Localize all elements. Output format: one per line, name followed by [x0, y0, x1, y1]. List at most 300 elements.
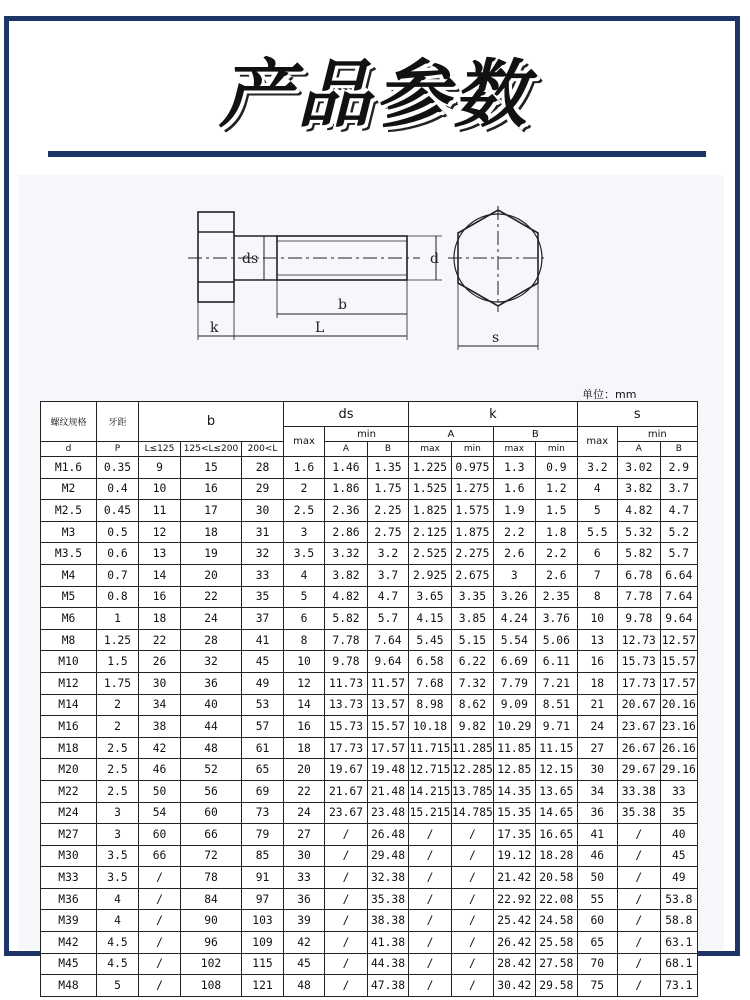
table-cell: M6: [41, 608, 97, 630]
table-cell: /: [409, 888, 452, 910]
table-cell: /: [325, 867, 368, 889]
table-cell: /: [617, 888, 660, 910]
table-cell: 14.35: [493, 780, 535, 802]
table-cell: 41.38: [368, 932, 409, 954]
table-cell: 2.5: [97, 759, 139, 781]
table-cell: 5.15: [452, 629, 494, 651]
table-cell: 36: [284, 888, 325, 910]
table-cell: 9.09: [493, 694, 535, 716]
table-cell: 1.5: [97, 651, 139, 673]
table-row: [41, 586, 698, 608]
table-row: [41, 543, 698, 565]
header-ds-min-A: A: [325, 442, 368, 457]
table-row: [41, 824, 698, 846]
table-cell: 15.215: [409, 802, 452, 824]
table-cell: 17.57: [368, 737, 409, 759]
table-cell: 2.125: [409, 521, 452, 543]
table-cell: 3.7: [368, 564, 409, 586]
table-cell: 1.875: [452, 521, 494, 543]
table-cell: 2.36: [325, 500, 368, 522]
table-cell: 9: [139, 457, 181, 479]
table-cell: 60: [181, 802, 242, 824]
table-cell: 103: [242, 910, 284, 932]
table-cell: 6: [577, 543, 617, 565]
table-row: [41, 521, 698, 543]
table-cell: M2: [41, 478, 97, 500]
table-cell: 8: [284, 629, 325, 651]
table-cell: 79: [242, 824, 284, 846]
table-cell: 38.38: [368, 910, 409, 932]
table-cell: 31: [242, 521, 284, 543]
spec-table-header: [41, 402, 698, 457]
table-cell: 0.9: [535, 457, 577, 479]
table-cell: 4.82: [617, 500, 660, 522]
table-cell: 1.225: [409, 457, 452, 479]
table-cell: 0.45: [97, 500, 139, 522]
spec-table-body: [41, 457, 698, 997]
table-cell: 3: [97, 824, 139, 846]
table-cell: 1: [97, 608, 139, 630]
table-cell: 72: [181, 845, 242, 867]
header-s-min-A: A: [617, 442, 660, 457]
table-cell: 1.46: [325, 457, 368, 479]
table-cell: 7.32: [452, 672, 494, 694]
table-cell: 21: [577, 694, 617, 716]
table-cell: 70: [577, 953, 617, 975]
table-row: [41, 737, 698, 759]
table-cell: 21.42: [493, 867, 535, 889]
table-cell: 9.64: [660, 608, 697, 630]
table-cell: 2.275: [452, 543, 494, 565]
table-cell: 2.925: [409, 564, 452, 586]
table-cell: 2.2: [493, 521, 535, 543]
table-cell: 7.64: [368, 629, 409, 651]
table-cell: 2.6: [535, 564, 577, 586]
header-ds-max: max: [284, 427, 325, 457]
table-cell: 3.32: [325, 543, 368, 565]
table-cell: 2.86: [325, 521, 368, 543]
table-cell: /: [617, 910, 660, 932]
bolt-drawing: [180, 200, 570, 360]
table-cell: 13.785: [452, 780, 494, 802]
table-cell: /: [452, 888, 494, 910]
table-cell: 4.82: [325, 586, 368, 608]
table-row: [41, 672, 698, 694]
table-cell: 36: [181, 672, 242, 694]
table-cell: 29.48: [368, 845, 409, 867]
table-cell: 17: [181, 500, 242, 522]
table-cell: 7: [577, 564, 617, 586]
table-cell: 18: [181, 521, 242, 543]
table-cell: 26.16: [660, 737, 697, 759]
table-cell: 8.62: [452, 694, 494, 716]
table-row: [41, 932, 698, 954]
table-cell: 34: [139, 694, 181, 716]
table-cell: 1.825: [409, 500, 452, 522]
table-cell: 3: [493, 564, 535, 586]
table-cell: 8.98: [409, 694, 452, 716]
table-row: [41, 500, 698, 522]
table-cell: 0.7: [97, 564, 139, 586]
table-cell: 45: [242, 651, 284, 673]
table-cell: 17.57: [660, 672, 697, 694]
table-cell: 13.57: [368, 694, 409, 716]
table-cell: /: [325, 845, 368, 867]
table-cell: 21.67: [325, 780, 368, 802]
table-cell: 54: [139, 802, 181, 824]
table-cell: 27: [577, 737, 617, 759]
header-ds-min-B: B: [368, 442, 409, 457]
table-cell: 69: [242, 780, 284, 802]
table-cell: 32: [181, 651, 242, 673]
table-cell: 25.42: [493, 910, 535, 932]
table-cell: /: [325, 888, 368, 910]
table-cell: 11.15: [535, 737, 577, 759]
header-thread-d: d: [41, 442, 97, 457]
table-row: [41, 716, 698, 738]
table-cell: /: [139, 975, 181, 997]
table-cell: 11.285: [452, 737, 494, 759]
table-cell: 40: [181, 694, 242, 716]
table-cell: 6.69: [493, 651, 535, 673]
table-cell: /: [325, 975, 368, 997]
table-cell: 15.57: [368, 716, 409, 738]
table-cell: M18: [41, 737, 97, 759]
table-cell: /: [139, 932, 181, 954]
table-cell: 12.715: [409, 759, 452, 781]
table-cell: 15.57: [660, 651, 697, 673]
label-L: L: [315, 320, 325, 336]
table-cell: 35: [660, 802, 697, 824]
header-s: s: [577, 402, 697, 427]
table-cell: 9.71: [535, 716, 577, 738]
table-cell: 20.67: [617, 694, 660, 716]
table-cell: 85: [242, 845, 284, 867]
table-cell: 11.715: [409, 737, 452, 759]
header-thread-spec: 螺纹规格: [41, 402, 97, 442]
table-cell: 14: [139, 564, 181, 586]
table-cell: /: [452, 867, 494, 889]
table-cell: 36: [577, 802, 617, 824]
table-cell: 2: [97, 716, 139, 738]
table-cell: /: [139, 888, 181, 910]
table-cell: 19.48: [368, 759, 409, 781]
table-cell: 28: [242, 457, 284, 479]
table-cell: /: [409, 845, 452, 867]
table-cell: 97: [242, 888, 284, 910]
header-s-max: max: [577, 427, 617, 457]
table-cell: 13.73: [325, 694, 368, 716]
table-cell: 44.38: [368, 953, 409, 975]
table-cell: 48: [284, 975, 325, 997]
table-cell: 7.79: [493, 672, 535, 694]
table-cell: 4: [577, 478, 617, 500]
table-cell: 20.58: [535, 867, 577, 889]
table-cell: 47.38: [368, 975, 409, 997]
table-row: [41, 478, 698, 500]
table-row: [41, 910, 698, 932]
table-row: [41, 888, 698, 910]
table-cell: /: [617, 975, 660, 997]
table-cell: 41: [242, 629, 284, 651]
table-cell: 53: [242, 694, 284, 716]
label-ds: ds: [242, 251, 259, 267]
bolt-head-side: [198, 212, 234, 302]
table-cell: 1.6: [284, 457, 325, 479]
header-ds: ds: [284, 402, 409, 427]
table-cell: 7.78: [325, 629, 368, 651]
table-cell: 2: [97, 694, 139, 716]
table-cell: 73: [242, 802, 284, 824]
table-cell: M39: [41, 910, 97, 932]
table-cell: 46: [577, 845, 617, 867]
table-cell: 2.9: [660, 457, 697, 479]
table-cell: M3: [41, 521, 97, 543]
table-cell: 22.92: [493, 888, 535, 910]
table-cell: 12.85: [493, 759, 535, 781]
table-cell: M1.6: [41, 457, 97, 479]
table-cell: 25.58: [535, 932, 577, 954]
table-cell: /: [409, 953, 452, 975]
table-cell: M20: [41, 759, 97, 781]
table-cell: 20: [284, 759, 325, 781]
table-cell: 17.73: [617, 672, 660, 694]
table-cell: 3.2: [577, 457, 617, 479]
header-ds-min: min: [325, 427, 409, 442]
table-cell: 96: [181, 932, 242, 954]
table-cell: 16: [181, 478, 242, 500]
table-cell: M10: [41, 651, 97, 673]
header-k-A-min: min: [452, 442, 494, 457]
table-cell: 6.11: [535, 651, 577, 673]
table-cell: 29.16: [660, 759, 697, 781]
table-cell: 4.5: [97, 932, 139, 954]
table-row: [41, 975, 698, 997]
table-cell: 18.28: [535, 845, 577, 867]
table-row: [41, 564, 698, 586]
header-b: b: [139, 402, 284, 442]
table-cell: /: [452, 932, 494, 954]
table-cell: /: [452, 845, 494, 867]
table-cell: 1.25: [97, 629, 139, 651]
label-d: d: [430, 251, 439, 267]
table-cell: M16: [41, 716, 97, 738]
unit-label: 单位：mm: [582, 388, 637, 401]
table-cell: 22.08: [535, 888, 577, 910]
table-cell: 26: [139, 651, 181, 673]
table-cell: 23.67: [325, 802, 368, 824]
table-cell: 15.73: [325, 716, 368, 738]
table-cell: 5: [284, 586, 325, 608]
table-cell: /: [325, 824, 368, 846]
table-cell: 4.7: [368, 586, 409, 608]
table-cell: 19: [181, 543, 242, 565]
table-cell: 11.85: [493, 737, 535, 759]
table-cell: 13: [577, 629, 617, 651]
table-cell: 4: [97, 910, 139, 932]
table-cell: 18: [139, 608, 181, 630]
table-cell: M45: [41, 953, 97, 975]
table-cell: 24: [181, 608, 242, 630]
table-cell: 1.575: [452, 500, 494, 522]
table-row: [41, 608, 698, 630]
table-cell: 73.1: [660, 975, 697, 997]
table-cell: 14.65: [535, 802, 577, 824]
table-cell: 5: [577, 500, 617, 522]
table-cell: 60: [139, 824, 181, 846]
table-cell: 3.2: [368, 543, 409, 565]
table-cell: 3.85: [452, 608, 494, 630]
table-cell: M22: [41, 780, 97, 802]
table-cell: /: [409, 824, 452, 846]
table-cell: 13.65: [535, 780, 577, 802]
table-cell: 5.82: [325, 608, 368, 630]
table-cell: 5.06: [535, 629, 577, 651]
table-cell: /: [409, 975, 452, 997]
table-cell: 17.73: [325, 737, 368, 759]
table-cell: 75: [577, 975, 617, 997]
table-cell: 56: [181, 780, 242, 802]
table-cell: 1.3: [493, 457, 535, 479]
table-cell: 3.7: [660, 478, 697, 500]
table-cell: 2.525: [409, 543, 452, 565]
table-cell: 35.38: [617, 802, 660, 824]
table-cell: 42: [284, 932, 325, 954]
table-cell: 26.67: [617, 737, 660, 759]
table-cell: 52: [181, 759, 242, 781]
table-cell: M4: [41, 564, 97, 586]
header-b-sub-2: 125<L≤200: [181, 442, 242, 457]
table-cell: M2.5: [41, 500, 97, 522]
table-cell: 32: [242, 543, 284, 565]
table-cell: 65: [577, 932, 617, 954]
table-cell: 37: [242, 608, 284, 630]
table-cell: 19.67: [325, 759, 368, 781]
table-cell: 29.67: [617, 759, 660, 781]
table-cell: 12: [139, 521, 181, 543]
header-b-sub-3: 200<L: [242, 442, 284, 457]
table-cell: /: [452, 824, 494, 846]
table-cell: 10: [139, 478, 181, 500]
table-cell: 10: [284, 651, 325, 673]
header-b-sub-1: L≤125: [139, 442, 181, 457]
table-cell: 65: [242, 759, 284, 781]
table-cell: 115: [242, 953, 284, 975]
table-cell: 20: [181, 564, 242, 586]
table-cell: /: [617, 824, 660, 846]
table-cell: 15.35: [493, 802, 535, 824]
table-cell: 4.15: [409, 608, 452, 630]
table-cell: 48: [181, 737, 242, 759]
table-cell: 0.6: [97, 543, 139, 565]
table-cell: 19.12: [493, 845, 535, 867]
table-cell: 24: [284, 802, 325, 824]
table-cell: 5.2: [660, 521, 697, 543]
table-cell: 50: [577, 867, 617, 889]
header-pitch: 牙距: [97, 402, 139, 442]
table-cell: 30: [577, 759, 617, 781]
table-cell: 2.675: [452, 564, 494, 586]
table-cell: 20.16: [660, 694, 697, 716]
table-cell: 63.1: [660, 932, 697, 954]
table-cell: 15: [181, 457, 242, 479]
table-cell: 16: [284, 716, 325, 738]
table-cell: 14: [284, 694, 325, 716]
table-cell: 6.78: [617, 564, 660, 586]
table-cell: 34: [577, 780, 617, 802]
table-cell: M36: [41, 888, 97, 910]
title-divider: [48, 151, 706, 157]
table-cell: 7.78: [617, 586, 660, 608]
table-cell: 29.58: [535, 975, 577, 997]
table-cell: 18: [577, 672, 617, 694]
table-cell: 26.48: [368, 824, 409, 846]
table-cell: 66: [181, 824, 242, 846]
table-cell: 2.75: [368, 521, 409, 543]
table-cell: 7.68: [409, 672, 452, 694]
table-cell: 61: [242, 737, 284, 759]
table-cell: 4: [97, 888, 139, 910]
table-row: [41, 802, 698, 824]
table-cell: /: [325, 932, 368, 954]
table-cell: 12.285: [452, 759, 494, 781]
table-cell: /: [617, 845, 660, 867]
table-cell: /: [139, 910, 181, 932]
table-cell: M27: [41, 824, 97, 846]
header-pitch-p: P: [97, 442, 139, 457]
table-cell: 4: [284, 564, 325, 586]
table-cell: 11: [139, 500, 181, 522]
table-cell: 32.38: [368, 867, 409, 889]
table-cell: 6.58: [409, 651, 452, 673]
table-cell: 27: [284, 824, 325, 846]
table-cell: 0.4: [97, 478, 139, 500]
table-cell: M12: [41, 672, 97, 694]
table-cell: /: [617, 953, 660, 975]
table-cell: M5: [41, 586, 97, 608]
table-cell: 90: [181, 910, 242, 932]
table-cell: 33: [242, 564, 284, 586]
table-cell: 7.64: [660, 586, 697, 608]
table-cell: 121: [242, 975, 284, 997]
table-cell: 3.82: [617, 478, 660, 500]
table-cell: 23.48: [368, 802, 409, 824]
table-cell: /: [409, 910, 452, 932]
table-row: [41, 953, 698, 975]
table-cell: 14.785: [452, 802, 494, 824]
table-cell: M33: [41, 867, 97, 889]
table-cell: 42: [139, 737, 181, 759]
spec-table: [40, 401, 698, 997]
table-cell: 12.15: [535, 759, 577, 781]
table-cell: /: [617, 932, 660, 954]
table-cell: 6.64: [660, 564, 697, 586]
table-cell: 5.32: [617, 521, 660, 543]
table-cell: 14.215: [409, 780, 452, 802]
table-cell: 2.6: [493, 543, 535, 565]
table-cell: 1.86: [325, 478, 368, 500]
table-cell: 33: [660, 780, 697, 802]
table-cell: 10: [577, 608, 617, 630]
table-cell: 8: [577, 586, 617, 608]
table-cell: 3.5: [284, 543, 325, 565]
table-cell: /: [452, 953, 494, 975]
table-cell: 5.45: [409, 629, 452, 651]
table-cell: 49: [660, 867, 697, 889]
table-cell: 4.5: [97, 953, 139, 975]
table-cell: 1.2: [535, 478, 577, 500]
table-cell: 109: [242, 932, 284, 954]
